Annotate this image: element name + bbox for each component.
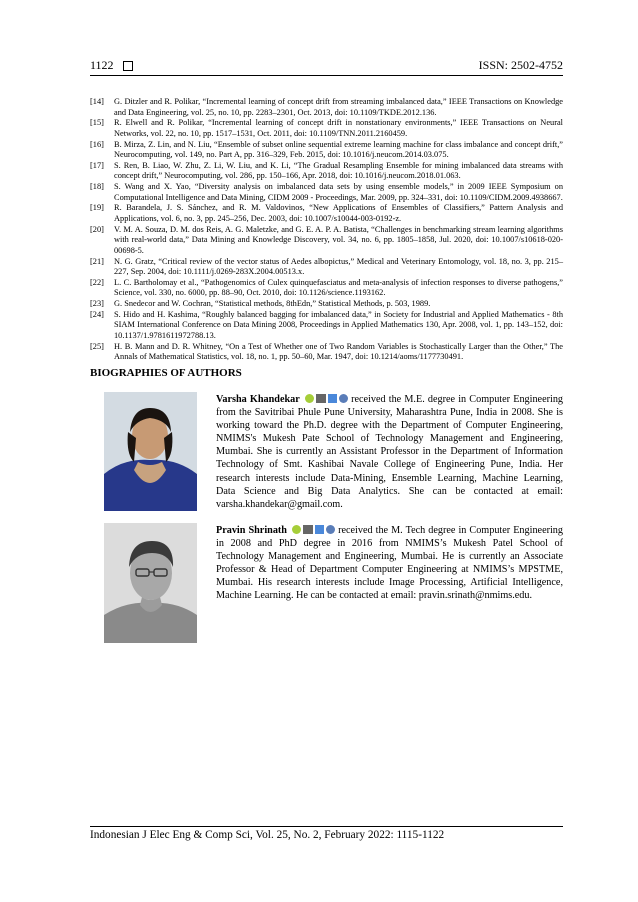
header-divider <box>90 75 563 76</box>
issn-label: ISSN: 2502-4752 <box>478 58 563 72</box>
author-name: Pravin Shrinath <box>216 525 287 536</box>
reference-number: [22] <box>90 277 104 287</box>
reference-item <box>90 310 563 342</box>
reference-item <box>90 225 563 257</box>
reference-number: [24] <box>90 309 104 319</box>
biographies-heading: BIOGRAPHIES OF AUTHORS <box>90 367 242 379</box>
reference-text: R. Barandela, J. S. Sánchez, and R. M. Valdovinos, “New Applications of Ensembles of Classifiers,” Pattern Analysis and Applications, vol. 6, no. 3, pp. 245–256, Dec. 2003, doi: 10.1007/s10044-003-0192-z. <box>114 203 563 223</box>
author-photo-varsha <box>104 392 197 511</box>
reference-item <box>90 182 563 203</box>
reference-number: [25] <box>90 341 104 351</box>
author-name: Varsha Khandekar <box>216 394 300 405</box>
reference-item <box>90 257 563 278</box>
reference-text: S. Wang and X. Yao, “Diversity analysis on imbalanced data sets by using ensemble models,” in 2009 IEEE Symposium on Computational Intelligence and Data Mining, CIDM 2009 - Proceedings, Mar. 2009, pp. 324–331, doi: 10.1109/CIDM.2009.4938667. <box>114 182 563 202</box>
reference-text: G. Snedecor and W. Cochran, “Statistical methods, 8thEdn,” Statistical Methods, p. 503, 1989. <box>114 299 431 309</box>
reference-item <box>90 203 563 224</box>
reference-item <box>90 97 563 118</box>
reference-item <box>90 118 563 139</box>
reference-text: B. Mirza, Z. Lin, and N. Liu, “Ensemble of subset online sequential extreme learning machine for class imbalance and concept drift,” Neurocomputing, vol. 149, no. Part A, pp. 316–329, Feb. 2015, doi: 10.1016/j.neucom.2014.03.075. <box>114 139 563 160</box>
reference-number: [15] <box>90 118 104 128</box>
reference-item <box>90 299 563 310</box>
reference-list <box>90 97 563 363</box>
reference-number: [19] <box>90 203 104 213</box>
reference-text: H. B. Mann and D. R. Whitney, “On a Test of Whether one of Two Random Variables is Stochastically Larger than the Other,” The Annals of Mathematical Statistics, vol. 18, no. 1, pp. 50–60, Mar. 1947, doi: 10.1214/aoms/1177730491. <box>114 341 563 362</box>
orcid-icon[interactable] <box>292 525 301 534</box>
reference-number: [14] <box>90 97 104 106</box>
publons-icon[interactable] <box>326 525 335 534</box>
reference-item <box>90 161 563 182</box>
orcid-icon[interactable] <box>305 394 314 403</box>
google-scholar-icon[interactable] <box>328 394 337 403</box>
publons-icon[interactable] <box>339 394 348 403</box>
author-bio-text: received the M.E. degree in Computer Engineering from the Savitribai Phule Pune University, Maharashtra Pune, India in 2008. She is working toward the Ph.D. degree with the Department of Computer Engineering, NMIMS's Mukesh Pate School of Technology Management and Engineering, Mumbai. She is currently an Assistant Professor in the Department of Information Technology of Smt. Kashibai Navale College of Engineering Pune, India. Her research interests include Data-Mining, Ensemble Learning, Machine Learning, Data Science and Big Data Analytics. She can be contacted at email: varsha.khandekar@gmail.com. <box>216 394 564 510</box>
reference-text: N. G. Gratz, “Critical review of the vector status of Aedes albopictus,” Medical and Veterinary Entomology, vol. 18, no. 3, pp. 215–227, Sep. 2004, doi: 10.1111/j.0269-283X.2004.00513.x. <box>114 256 563 277</box>
scopus-icon[interactable] <box>316 394 326 403</box>
reference-number: [20] <box>90 224 104 234</box>
footer-divider <box>90 826 563 827</box>
author-photo-pravin <box>104 523 197 643</box>
scopus-icon[interactable] <box>303 525 313 534</box>
reference-number: [21] <box>90 256 104 266</box>
reference-text: G. Ditzler and R. Polikar, “Incremental learning of concept drift from streaming imbalanced data,” IEEE Transactions on Knowledge and Data Engineering, vol. 25, no. 10, pp. 2283–2301, Oct. 2013, doi: 10.1109/TKDE.2012.136. <box>114 97 563 117</box>
reference-number: [17] <box>90 160 104 170</box>
reference-item <box>90 342 563 363</box>
author-bio-text: received the M. Tech degree in Computer Engineering in 2008 and PhD degree in 2016 from NMIMS’s Mukesh Patel School of Technology Management and Engineering, Mumbai. He is currently an Associate Professor & Head of Department Computer Engineering at NMIMS’s MPSTME, Mumbai. His research interests include Image Processing, Artificial Intelligence, Machine Learning. He can be contacted at email: pravin.srinath@nmims.edu. <box>216 525 563 602</box>
google-scholar-icon[interactable] <box>315 525 324 534</box>
reference-text: L. C. Bartholomay et al., “Pathogenomics of Culex quinquefasciatus and meta-analysis of infection responses to diverse pathogens,” Science, vol. 330, no. 6000, pp. 88–90, Oct. 2010, doi: 10.1126/science.1193162. <box>114 277 563 298</box>
reference-item <box>90 278 563 299</box>
checkbox-square-icon <box>123 61 133 71</box>
page-header <box>90 58 563 76</box>
author-bio-varsha <box>216 393 563 511</box>
page-footer: Indonesian J Elec Eng & Comp Sci, Vol. 25, No. 2, February 2022: 1115-1122 <box>90 829 445 841</box>
reference-text: S. Hido and H. Kashima, “Roughly balanced bagging for imbalanced data,” in Society for Industrial and Applied Mathematics - 8th SIAM International Conference on Data Mining 2008, Proceedings in Applied Mathematics 130, Apr. 2008, vol. 1, pp. 143–152, doi: 10.1137/1.9781611972788.13. <box>114 309 563 340</box>
reference-number: [16] <box>90 139 104 149</box>
reference-text: V. M. A. Souza, D. M. dos Reis, A. G. Maletzke, and G. E. A. P. A. Batista, “Challenges in benchmarking stream learning algorithms with real-world data,” Data Mining and Knowledge Discovery, vol. 34, no. 6, pp. 1805–1858, Jul. 2020, doi: 10.1007/s10618-020-00698-5. <box>114 224 563 255</box>
author-bio-pravin <box>216 524 563 603</box>
reference-text: S. Ren, B. Liao, W. Zhu, Z. Li, W. Liu, and K. Li, “The Gradual Resampling Ensemble for mining imbalanced data streams with concept drift,” Neurocomputing, vol. 286, pp. 150–166, Apr. 2018, doi: 10.1016/j.neucom.2018.01.063. <box>114 160 563 181</box>
reference-text: R. Elwell and R. Polikar, “Incremental learning of concept drift in nonstationary environments,” IEEE Transactions on Neural Networks, vol. 22, no. 10, pp. 1517–1531, Oct. 2011, doi: 10.1109/TNN.2011.2160459. <box>114 118 563 138</box>
page-number: 1122 <box>90 58 114 72</box>
reference-number: [18] <box>90 182 104 192</box>
reference-item <box>90 140 563 161</box>
reference-number: [23] <box>90 299 104 309</box>
